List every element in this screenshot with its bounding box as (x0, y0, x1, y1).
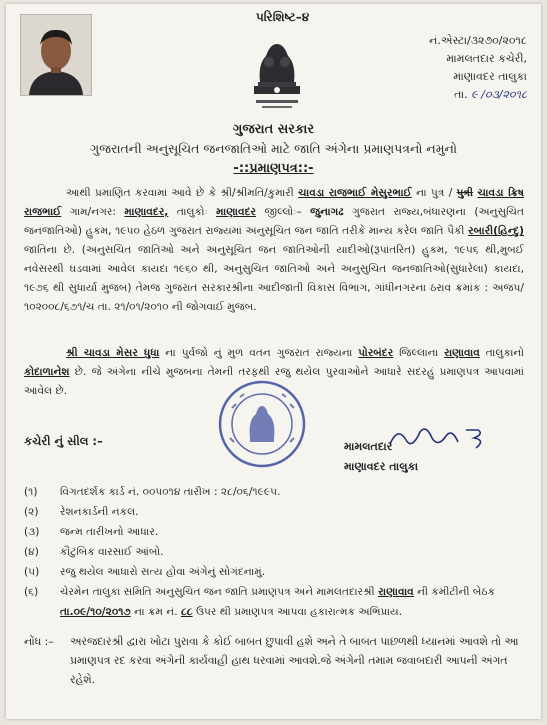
parent-name: ચાવડા રાજભાઈ મેસુરભાઈ (298, 187, 412, 199)
list-item (24, 562, 529, 582)
origin-district: પોરબંદર (358, 347, 394, 359)
date-prefix: તા. (454, 88, 468, 101)
item-number: (૫) (24, 566, 40, 578)
meeting-date: તા.૦૯/૧૦/૨૦૧૭ (60, 606, 131, 618)
certificate-paragraph-1 (24, 184, 524, 317)
list-item (24, 482, 529, 502)
note-text: અરજદારશ્રી દ્વારા ખોટા પુરાવા કે કોઈ બાબત છુપાવી હશે અને તે બાબત પાછળથી ધ્યાનમાં આવશે તો આ પ્રમાણપત્ર રદ કરવા અંગેની કાર્યવાહી હાથ ધરવામાં આવશે.જે અંગેની તમામ જવાબદારી આપની અંગત રહેશે. (70, 635, 519, 686)
government-heading: ગુજરાત સરકાર (232, 122, 315, 137)
taluka-name: માણાવદર (216, 206, 257, 218)
p1-text: ગુજરાત રાજ્ય,બંધારણના (અનુસુચિત જનજાતિઓ) હુકમ, ૧૯૫૦ હેઠળ ગુજરાત રાજ્યમાં અનુસૂચિત જન જાતિ તરીકે માન્ય કરેલ જાતિ પૈકી (24, 206, 524, 237)
certificate-heading (6, 161, 541, 176)
item6-text: ની કમીટીની બેઠક (413, 586, 496, 598)
office-seal-stamp (216, 378, 308, 470)
note-block (24, 632, 529, 689)
p2-text: જિલ્લાના (393, 347, 445, 359)
office-seal-label: કચેરી નું સીલ :– (24, 434, 103, 448)
item-number: (૩) (24, 526, 40, 538)
date-value: ૯ /૦૩/૨૦૧૮ (471, 88, 527, 101)
issuing-office: મામલતદાર કચેરી, (446, 52, 527, 65)
signatory-title: મામલતદાર (344, 440, 393, 453)
item6-text: ઉપર થી પ્રમાણપત્ર આપવા હકારાત્મક અભિપ્રાય. (192, 606, 403, 618)
item6-text: ચેરમેન તાલુકા સમિતિ અનુસુચિત જન જાતિ પ્રમાણપત્ર અને મામલતદારશ્રી (60, 586, 379, 598)
p2-text: તાલુકાનો (479, 347, 524, 359)
p2-text: ના પુર્વજો નું મુળ વતન ગુજરાત રાજ્યના (159, 347, 359, 359)
p1-text: ગામ/નગર: (61, 206, 125, 218)
relation-daughter: પુત્રી (456, 187, 474, 199)
p1-text: જીલ્લોઃ– (256, 206, 311, 218)
child-name: ચાવડા ક્રિષ રાજભાઈ (24, 187, 524, 218)
p1-text: જાતિના છે. (અનુસચિત જાતિઓ અને અનુસૂચિત જન જાતિઓની યાદીઓ(રૂપાંતરિત) હુકમ, ૧૯૫૬ થી,મુબઈ નવેસરથી ઘડવામાં આવેલ કાયદા ૧૯૬૦ થી, અનુસુચિત જાતિઓ અને અનુસુચિત જનજાતિઓ(સુધારેલા) કાયદા, ૧૯૭૬ થી સુધાર્યા મુજબ) તેમજ ગુજરાત સરકારશ્રીના આદીજાતી વિકાસ વિભાગ, ગાંધીનગરના ઠરાવ ક્રમાંક : અજપ/૧૦૨૦૦૮/૬૭૧/ચ તા. ૨૧/૦૧/૨૦૧૦ ની જોગવાઈ મુજબ. (24, 244, 524, 313)
p1-text: ના પુત્ર / (411, 187, 457, 199)
form-title: ગુજરાતની અનુસૂચિત જનજાતિઓ માટે જાતિ અંગેના પ્રમાણપત્રનો નમુનો (90, 141, 457, 156)
item-text: રજુ થયેલ આધારો સત્ય હોવા અંગેનું સોગંદનામું. (60, 566, 266, 578)
serial-number: ૮૮ (180, 606, 193, 618)
issue-date (429, 86, 527, 104)
item6-text: ના ક્રમ નં. (130, 606, 181, 618)
signature (386, 422, 496, 452)
village-name: માણાવદર, (124, 206, 169, 218)
caste-name: રબારી(હિન્દુ) (468, 225, 524, 237)
item-number: (૬) (24, 586, 39, 598)
p1-text: તાલુકોઃ (168, 206, 217, 218)
applicant-photo (20, 14, 92, 96)
list-item (24, 542, 529, 562)
reference-block (429, 32, 527, 104)
committee-taluka: રાણાવાવ (378, 586, 414, 598)
documents-list (24, 482, 529, 622)
item-number: (૧) (24, 486, 38, 498)
annexure-title: પરિશિષ્ટ–૪ (256, 10, 310, 24)
certificate-page (6, 4, 541, 719)
item-number: (૪) (24, 546, 39, 558)
list-item (24, 582, 529, 622)
certificate-heading-text: -::પ્રમાણપત્ર::- (233, 161, 314, 176)
district-name: જુનાગઢ (310, 206, 344, 218)
p2-text: છે. જે અંગેના નીચે મુજબના તેમની તરફથી રજુ થયેલ પુરવાઓને આધારે સદરહું પ્રમાણપત્ર આપવામાં આવેલ છે. (24, 366, 524, 397)
item-text: કૌટુંબિક વારસાઈ આંબો. (60, 546, 164, 558)
origin-taluka: રાણાવાવ (444, 347, 480, 359)
ashoka-emblem-icon (246, 34, 308, 114)
list-item (24, 522, 529, 542)
ancestor-name: શ્રી ચાવડા મેસર ધુધા (66, 347, 160, 359)
signatory-taluka: માણાવદર તાલુકા (344, 460, 419, 473)
item-text: રેશનકાર્ડની નકલ. (60, 506, 139, 518)
reference-number: નં.એસ્ટા/૩૨૭૦/૨૦૧૮ (429, 34, 527, 47)
issuing-taluka: માણાવદર તાલુકા (453, 70, 527, 83)
list-item (24, 502, 529, 522)
item-text: જન્મ તારીખનો આધાર. (60, 526, 159, 538)
note-label: નોંધ :– (24, 635, 54, 648)
origin-village: કોદાળાનેશ (24, 366, 70, 378)
p1-text: આથી પ્રમાણિત કરવામાં આવે છે કે શ્રી/શ્રીમતિ/કુમારી (66, 187, 299, 199)
item-number: (૨) (24, 506, 39, 518)
item-text: વિગતદર્શક કાર્ડ નં. ૦૦૫૦૧૪ તારીખ : ૨૮/૦૬/૧૯૯૫. (60, 486, 281, 498)
item-text (60, 582, 529, 622)
